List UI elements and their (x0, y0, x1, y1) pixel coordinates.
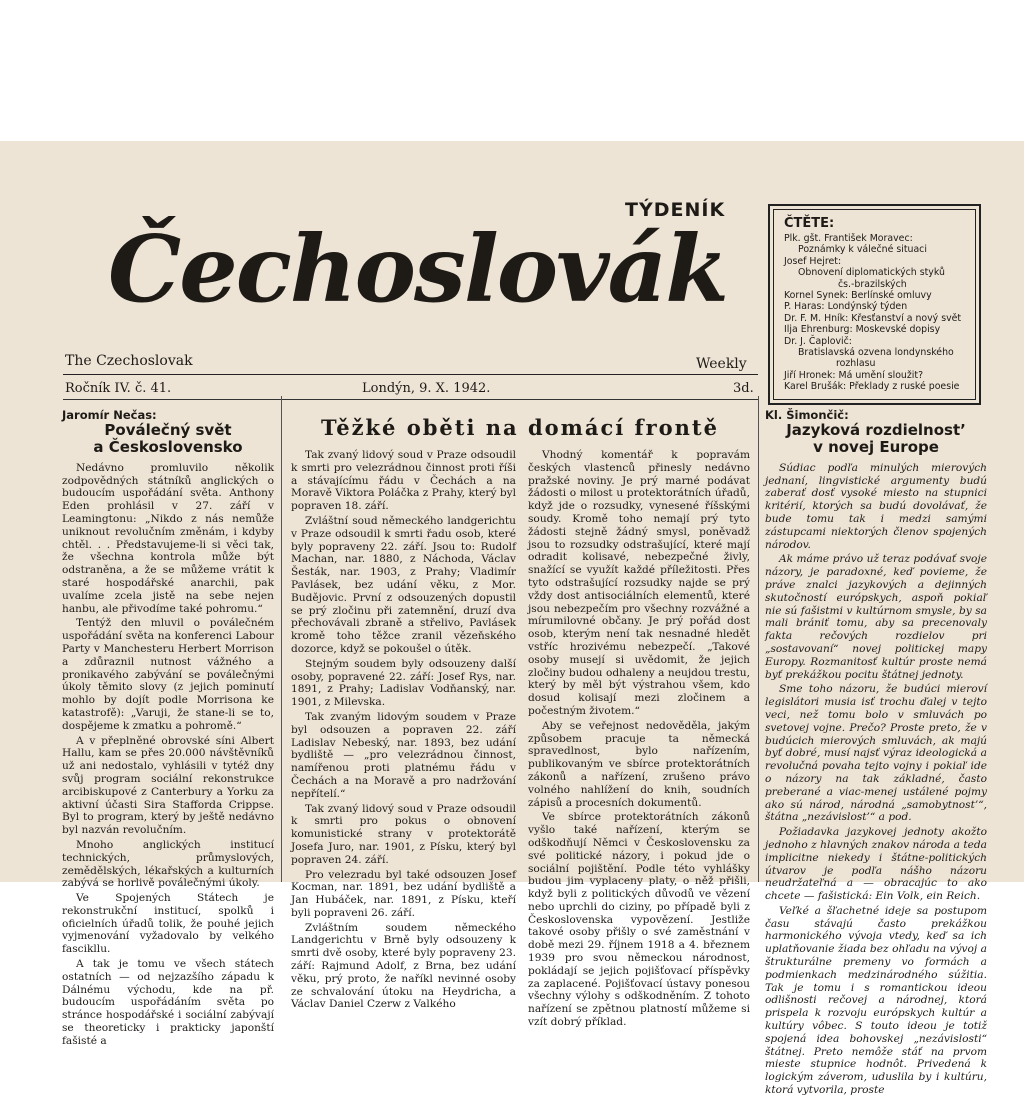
contents-item: čs.-brazilských (838, 278, 907, 290)
volume-number: Ročník IV. č. 41. (65, 381, 172, 396)
paragraph: Tak zvaný lidový soud v Praze odsoudil k smrti pro velezrádnou činnost proti říši a stávajícímu řádu v Čechách a na Moravě Viktora Poláčka z Prahy, který byl popraven 18. září. (291, 449, 516, 513)
masthead-rule-bottom (63, 399, 758, 400)
contents-item: P. Haras: Londýnský týden (784, 301, 908, 313)
weekly-label-cz: TÝDENÍK (625, 199, 726, 221)
contents-item: Bratislavská ozvena londynského (798, 347, 954, 359)
paragraph: Ve sbírce protektorátních zákonů vyšlo také nařízení, kterým se odškodňují Němci v Československu za své politické názory, i pokud jde o sociální pojištění. Podle této vyhlášky budou jim vyplaceny platy, o něž přišli, když byli z politických důvodů ve vězení nebo uprchli do ciziny, po případě byli z Československa vypovězení. Jestliže takové osoby přišly o své zaměstnání v době mezi 29. říjnem 1918 a 4. březnem 1939 pro svou německou národnost, pokládají se jejich pojišťovací příspěvky za zaplacené. Pojišťovací ústavy ponesou všechny výlohy s odškodněním. Z tohoto nařízení se zpětnou platností můžeme si vzít dobrý příklad. (528, 811, 750, 1029)
paragraph: Mnoho anglických institucí technických, průmyslových, zemědělských, lékařských a kulturních zabývá se horlivě poválečnými úkoly. (62, 838, 274, 890)
article-right-headline-line2: v novej Europe (813, 437, 939, 456)
paragraph: Aby se veřejnost nedověděla, jakým způsobem pracuje ta německá spravedlnost, bylo nařízením, publikovaným ve sbírce protektorátních zákonů a nařízení, zrušeno právo volného nahlížení do knih, soudních zápisů a procesních dokumentů. (528, 719, 750, 809)
paragraph: Zvláštní soud německého landgerichtu v Praze odsoudil k smrti řadu osob, které byly popraveny 22. září. Jsou to: Rudolf Machan, nar. 1880, z Náchoda, Václav Šesták, nar. 1903, z Prahy; Vladimír Pavlásek, bez udání věku, z Mor. Budějovic. První z odsouzených dopustil se prý zločinu při zatemnění, druzí dva přechovávali zbraně a střelivo, Pavlásek kromě toho těžce zranil vězeňského dozorce, když se pokoušel o útěk. (291, 514, 516, 655)
article-left-author: Jaromír Nečas: (62, 408, 157, 422)
paragraph: Nedávno promluvilo několik zodpovědných státníků anglických o budoucím uspořádání světa. Anthony Eden prohlásil v 27. září v Leamingtonu: „Nikdo z nás nemůže uniknout revolučním změnám, i kdyby chtěl. . . Představujeme-li si věci tak, že všechna kontrola může být odstraněna, a že se můžeme vrátit k staré hospodářské anarchii, pak uvalíme zcela jistě na sebe nejen hanbu, ale přivodíme také pohromu.“ (62, 461, 274, 615)
article-left (62, 408, 274, 1047)
newspaper-page (0, 141, 1024, 1097)
contents-heading: ČTĚTE: (784, 216, 835, 231)
article-center-col1 (291, 449, 516, 1011)
article-left-headline-line1: Poválečný svět (104, 420, 232, 439)
article-right-author: Kl. Šimončič: (765, 408, 849, 422)
column-rule (758, 396, 759, 882)
paragraph: Tak zvaný lidový soud v Praze odsoudil k smrti pro pokus o obnovení komunistické strany v protektorátě Josefa Juro, nar. 1901, z Písku, který byl popraven 24. září. (291, 802, 516, 866)
subtitle-english: The Czechoslovak (65, 353, 193, 369)
paragraph: Sme toho názoru, že budúci mieroví legislátori musia isť trochu ďalej v tejto veci, než tomu bolo v smluvách po svetovej vojne. Prečo? Proste preto, že v budúcich mierových smluvách, ak majú byť dobré, musí najsť výraz ideologická a revolučná povaha tejto vojny i pokiaľ ide o názory na tak základné, často preberané a viac-menej ustálené pojmy ako sú národ, národná „samobytnost’“, štátna „nezávislost’“ a pod. (765, 683, 987, 824)
contents-item: Obnovení diplomatických styků (798, 267, 945, 279)
contents-box (768, 204, 981, 405)
paragraph: Súdiac podľa minulých mierových jednaní, lingvistické argumenty budú zaberať dosť vysoké miesto na stupnici kritérií, ktorých sa budú dovolávať, že bude tomu tak i medzi samými zástupcami niektorých členov spojených národov. (765, 461, 987, 551)
article-right-headline (765, 422, 987, 456)
paragraph: A tak je tomu ve všech státech ostatních — od nejzazšího západu k Dálnému východu, kde na př. budoucím uspořádáním světa po stránce hospodářské i sociální zabývají se theoreticky i prakticky japonští fašisté a (62, 958, 274, 1047)
paragraph: Vhodný komentář k popravám českých vlastenců přinesly nedávno pražské noviny. Je prý marné podávat žádosti o milost u protektorátních úřadů, když jde o rozsudky, vynesené říšskými soudy. Kromě toho nemají prý tyto žádosti stejně žádný smysl, poněvadž jsou to rozsudky odstrašující, které mají odradit kolisavé, nebezpečné živly, snažící se využít každé příležitosti. Přes tyto odstrašující rozsudky najde se prý vždy dost antisociálních elementů, které jsou nebezpečím pro všechny rozvážné a mírumilovné občany. Je prý pořád dost osob, kterým není tak nesnadné hledět vstříc hrozivému nebezpečí. „Takové osoby musejí si uvědomit, že jejich zločiny budou odhaleny a neujdou trestu, který by měl být výstrahou všem, kdo dosud kolisají mezi zločinem a počestným životem.“ (528, 449, 750, 717)
paragraph: Veľké a šľachetné ideje sa postupom času stávajú často prekážkou harmonického vývoja vtedy, keď sa ich uplatňovanie žiada bez ohľadu na vývoj a štrukturálne premeny vo formách a podmienkach medzinárodného súžitia. Tak je tomu i s romantickou ideou odlišnosti rečovej a národnej, ktorá prispela k rozvoju európskych kultúr a kultúry vôbec. S touto ideou je totiž spojená idea bohovskej „nezávislosti“ štátnej. Preto nemôže stáť na prvom mieste stupnice hodnôt. Privedená k logickým záverom, uduslila by i kultúru, ktorá vytvorila, proste (765, 904, 987, 1097)
contents-item: Ilja Ehrenburg: Moskevské dopisy (784, 324, 941, 336)
newspaper-title: Čechoslovák (108, 215, 727, 323)
contents-item: rozhlasu (836, 358, 876, 370)
paragraph: Tak zvaným lidovým soudem v Praze byl odsouzen a popraven 22. září Ladislav Nebeský, nar. 1893, bez udání bydliště — „pro velezrádnou činnost, namířenou proti platnému řádu v Čechách a na Moravě a pro nadržování nepřítelí.“ (291, 710, 516, 800)
contents-item: Plk. gšt. František Moravec: (784, 233, 913, 244)
paragraph: Stejným soudem byly odsouzeny další osoby, popravené 22. září: Josef Rys, nar. 1891, z Prahy; Ladislav Vodňanský, nar. 1901, z Milevska. (291, 657, 516, 709)
paragraph: Pro velezradu byl také odsouzen Josef Kocman, nar. 1891, bez udání bydliště a Jan Hubáček, nar. 1891, z Písku, kteří byli popraveni 26. září. (291, 868, 516, 919)
paragraph: Zvláštním soudem německého Landgerichtu v Brně byly odsouzeny k smrti dvě osoby, které byly popraveny 23. září: Rajmund Adolf, z Brna, bez udání věku, prý proto, že naříkl nevinné osoby ze schvalování útoku na Heydricha, a Václav Daniel Czerw z Valkého (291, 921, 516, 1011)
price: 3d. (733, 381, 754, 396)
contents-item: Dr. J. Čaplovič: (784, 335, 852, 347)
subtitle-weekly: Weekly (696, 356, 747, 372)
contents-item: Jiří Hronek: Má umění sloužit? (784, 369, 924, 381)
contents-item: Kornel Synek: Berlínské omluvy (784, 290, 932, 302)
paragraph: Tentýž den mluvil o poválečném uspořádání světa na konferenci Labour Party v Manchesteru Herbert Morrison a zdůraznil nutnost vážného a pronikavého zabývání se poválečnými úkoly těmito slovy (z jejich pominutí mohlo by dojít podle Morrisona ke katastrofě): „Varuji, že stane-li se to, dospějeme k zmatku a pohromě.“ (62, 617, 274, 732)
article-center-col2 (528, 449, 750, 1029)
article-right-headline-line1: Jazyková rozdielnost’ (786, 420, 966, 439)
contents-item: Josef Hejret: (784, 255, 842, 267)
paragraph: Ak máme právo už teraz podávať svoje názory, je paradoxné, keď povieme, že práve znalci jazykových a dejinných skutočností európskych, aspoň pokiaľ nie sú fašistmi v kultúrnom smysle, by sa mali brániť tomu, aby sa precenovaly fakta rečových rozdielov pri „sostavovaní“ novej politickej mapy Europy. Rozmanitosť kultúr proste nemá byť prekážkou pocitu štátnej jednoty. (765, 553, 987, 681)
paragraph: Požiadavka jazykovej jednoty akožto jednoho z hlavných znakov národa a teda implicitne niekedy i štátne-politických útvarov je podľa nášho názoru neudržateľná a — obracajúc to ako chcete — fašistická: Ein Volk, ein Reich. (765, 826, 987, 903)
article-center-headline: Těžké oběti na domácí frontě (321, 415, 719, 440)
article-left-headline (62, 422, 274, 456)
contents-item: Karel Brušák: Překlady z ruské poesie (784, 381, 960, 393)
paragraph: A v přeplněné obrovské síni Albert Hallu, kam se přes 20.000 návštěvníků už ani nedostalo, vyhlásili v tytéž dny svůj program sociální rekonstrukce arcibiskupové z Canterbury a Yorku za aktivní účasti Sira Stafforda Crippse. Byl to program, který by ještě nedávno byl nazván revolučním. (62, 734, 274, 837)
column-rule (281, 396, 282, 882)
article-left-headline-line2: a Československo (93, 437, 243, 456)
contents-item: Poznámky k válečné situaci (798, 244, 927, 256)
paragraph: Ve Spojených Státech je rekonstrukční institucí, spolků i oficielních úřadů tolik, že pouhé jejich vyjmenování vyžadovalo by velkého fascikllu. (62, 892, 274, 956)
contents-item: Dr. F. M. Hník: Křesťanství a nový svět (784, 312, 962, 324)
dateline: Londýn, 9. X. 1942. (362, 381, 491, 396)
masthead-rule-top (63, 374, 758, 375)
article-right (765, 408, 987, 1097)
